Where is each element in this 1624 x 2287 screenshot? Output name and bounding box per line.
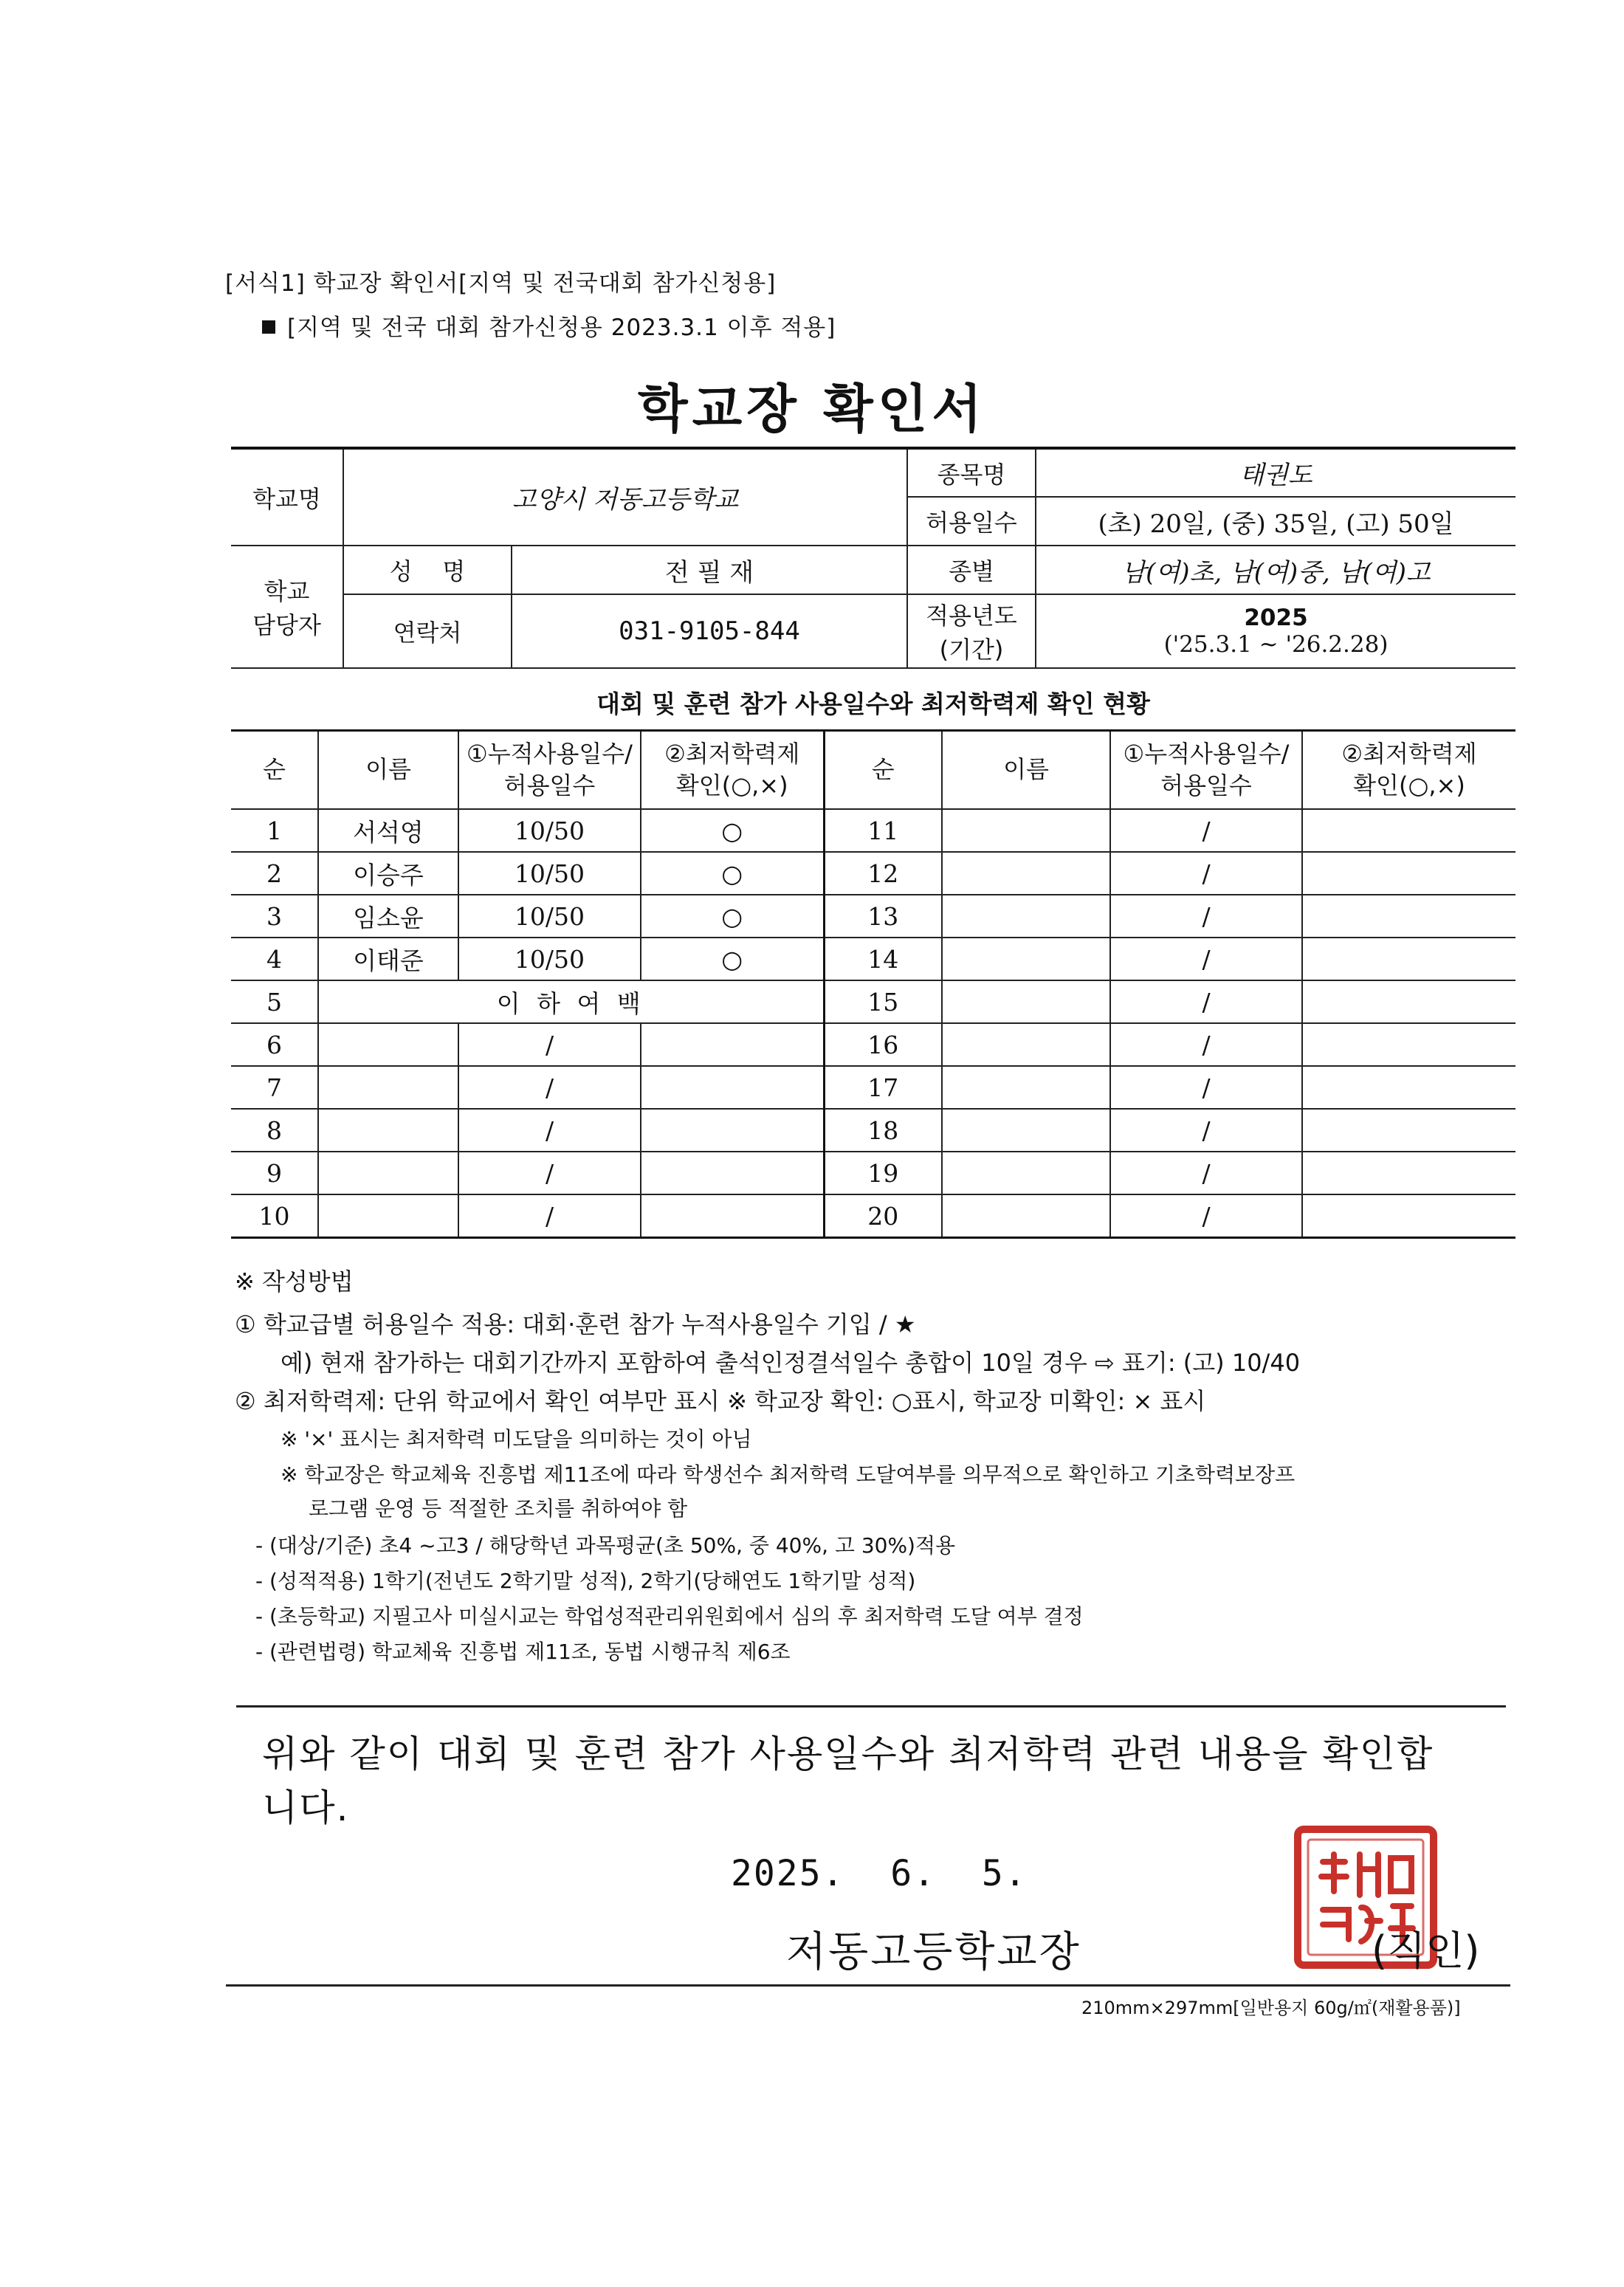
table-row — [231, 809, 1515, 852]
table-caption: 대회 및 훈련 참가 사용일수와 최저학력제 확인 현황 — [596, 689, 1150, 718]
divider-bottom — [226, 1984, 1510, 1987]
header-no: 순 — [824, 731, 942, 810]
row-name — [942, 1152, 1110, 1194]
row-check — [1302, 980, 1515, 1023]
square-bullet-icon — [262, 320, 275, 334]
row-no: 16 — [824, 1023, 942, 1066]
row-check: ○ — [641, 852, 824, 895]
divider-top — [236, 1705, 1506, 1707]
header-days: ①누적사용일수/ 허용일수 — [458, 731, 641, 810]
row-no: 18 — [824, 1109, 942, 1152]
table-header-row — [231, 731, 1515, 810]
row-name — [942, 809, 1110, 852]
row-no: 6 — [231, 1023, 318, 1066]
note-detail-3: - (초등학교) 지필고사 미실시교는 학업성적관리위원회에서 심의 후 최저학력 도달 여부 결정 — [255, 1604, 1084, 1629]
row-days: / — [458, 1194, 641, 1238]
row-name — [942, 938, 1110, 980]
table-row — [231, 1194, 1515, 1238]
manager-label: 학교 담당자 — [231, 546, 343, 668]
row-name — [318, 1023, 458, 1066]
row-check — [1302, 1194, 1515, 1238]
row-check — [641, 1066, 824, 1109]
row-no: 20 — [824, 1194, 942, 1238]
row-days: / — [1110, 1194, 1302, 1238]
row-no: 9 — [231, 1152, 318, 1194]
apply-year-label: 적용년도 (기간) — [907, 594, 1036, 668]
row-days: / — [1110, 938, 1302, 980]
header-name: 이름 — [318, 731, 458, 810]
row-no: 4 — [231, 938, 318, 980]
row-no: 8 — [231, 1109, 318, 1152]
issue-date: 2025. 6. 5. — [731, 1853, 1028, 1894]
row-name: 임소윤 — [318, 895, 458, 938]
signer-title: 저동고등학교장 — [786, 1928, 1081, 1976]
row-check — [1302, 809, 1515, 852]
row-name — [942, 1109, 1110, 1152]
row-no: 19 — [824, 1152, 942, 1194]
note-detail-1: - (대상/기준) 초4 ~고3 / 해당학년 과목평균(초 50%, 중 40%, 고 30%)적용 — [255, 1533, 956, 1558]
note-2-b2: 로그램 운영 등 적절한 조치를 취하여야 함 — [309, 1496, 688, 1521]
table-row — [231, 1109, 1515, 1152]
page-title: 학교장 확인서 — [637, 379, 987, 439]
row-name — [318, 1152, 458, 1194]
table-row — [231, 895, 1515, 938]
note-1: ① 학교급별 허용일수 적용: 대회·훈련 참가 누적사용일수 기입 / ★ — [235, 1310, 916, 1338]
row-no: 14 — [824, 938, 942, 980]
event-label: 종목명 — [907, 448, 1036, 497]
row-no: 3 — [231, 895, 318, 938]
row-days: / — [1110, 1066, 1302, 1109]
note-1-example: 예) 현재 참가하는 대회기간까지 포함하여 출석인정결석일수 총합이 10일 경우 ⇨ 표기: (고) 10/40 — [281, 1349, 1301, 1377]
contact-value: 031-9105-844 — [512, 594, 907, 668]
row-name — [318, 1066, 458, 1109]
info-table — [231, 447, 1515, 669]
note-2-b1: ※ 학교장은 학교체육 진흥법 제11조에 따라 학생선수 최저학력 도달여부를 의무적으로 확인하고 기초학력보장프 — [281, 1462, 1296, 1487]
school-label: 학교명 — [231, 448, 343, 546]
row-no: 7 — [231, 1066, 318, 1109]
header-check: ②최저학력제 확인(○,×) — [641, 731, 824, 810]
row-check — [1302, 1066, 1515, 1109]
allowed-days-label: 허용일수 — [907, 497, 1036, 546]
row-name — [942, 1066, 1110, 1109]
note-detail-4: - (관련법령) 학교체육 진흥법 제11조, 동법 시행규칙 제6조 — [255, 1640, 791, 1664]
row-days: / — [1110, 1023, 1302, 1066]
row-days: / — [1110, 895, 1302, 938]
sub-label: [지역 및 전국 대회 참가신청용 2023.3.1 이후 적용] — [287, 314, 836, 341]
table-row — [231, 980, 1515, 1023]
row-check: ○ — [641, 895, 824, 938]
header-days: ①누적사용일수/ 허용일수 — [1110, 731, 1302, 810]
note-2: ② 최저학력제: 단위 학교에서 확인 여부만 표시 ※ 학교장 확인: ○표시, 학교장 미확인: × 표시 — [235, 1387, 1206, 1415]
table-row — [231, 1152, 1515, 1194]
row-check: ○ — [641, 938, 824, 980]
row-check — [1302, 1109, 1515, 1152]
row-name — [942, 1194, 1110, 1238]
school-value: 고양시 저동고등학교 — [343, 448, 907, 546]
row-days: 10/50 — [458, 852, 641, 895]
row-check — [641, 1194, 824, 1238]
participation-table — [231, 729, 1515, 1239]
allowed-days-value: (초) 20일, (중) 35일, (고) 50일 — [1036, 497, 1515, 546]
row-name — [318, 1194, 458, 1238]
row-days: / — [458, 1152, 641, 1194]
table-row — [231, 1066, 1515, 1109]
row-name — [318, 1109, 458, 1152]
table-row — [231, 852, 1515, 895]
row-days: / — [458, 1109, 641, 1152]
row-check — [1302, 1023, 1515, 1066]
row-name — [942, 1023, 1110, 1066]
row-days: 10/50 — [458, 809, 641, 852]
form-label: [서식1] 학교장 확인서[지역 및 전국대회 참가신청용] — [225, 270, 777, 297]
row-days: / — [1110, 1152, 1302, 1194]
row-check: ○ — [641, 809, 824, 852]
row-name: 이태준 — [318, 938, 458, 980]
header-check: ②최저학력제 확인(○,×) — [1302, 731, 1515, 810]
row-name: 이승주 — [318, 852, 458, 895]
confirmation-text: 위와 같이 대회 및 훈련 참가 사용일수와 최저학력 관련 내용을 확인합 니다. — [262, 1733, 1434, 1829]
row-days: / — [458, 1023, 641, 1066]
row-no: 17 — [824, 1066, 942, 1109]
row-days: 10/50 — [458, 938, 641, 980]
note-detail-2: - (성적적용) 1학기(전년도 2학기말 성적), 2학기(당해연도 1학기말 성적) — [255, 1569, 916, 1593]
row-days: / — [1110, 980, 1302, 1023]
row-no: 2 — [231, 852, 318, 895]
row-no: 1 — [231, 809, 318, 852]
row-no: 10 — [231, 1194, 318, 1238]
category-value: 남(여)초, 남(여)중, 남(여)고 — [1036, 546, 1515, 594]
apply-year-value: 2025 ('25.3.1 ~ '26.2.28) — [1036, 594, 1515, 668]
row-name — [942, 980, 1110, 1023]
row-check — [1302, 895, 1515, 938]
category-label: 종별 — [907, 546, 1036, 594]
table-row — [231, 1023, 1515, 1066]
event-value: 태권도 — [1036, 448, 1515, 497]
row-no: 5 — [231, 980, 318, 1023]
row-days: 10/50 — [458, 895, 641, 938]
note-2-a: ※ '×' 표시는 최저학력 미도달을 의미하는 것이 아님 — [281, 1427, 752, 1451]
row-check — [641, 1023, 824, 1066]
contact-label: 연락처 — [343, 594, 512, 668]
header-name: 이름 — [942, 731, 1110, 810]
paper-spec: 210mm×297mm[일반용지 60g/㎡(재활용품)] — [1081, 1998, 1461, 2018]
notes-heading: ※ 작성방법 — [235, 1268, 354, 1296]
table-row — [231, 938, 1515, 980]
name-label: 성 명 — [343, 546, 512, 594]
header-no: 순 — [231, 731, 318, 810]
row-check — [1302, 1152, 1515, 1194]
row-no: 12 — [824, 852, 942, 895]
name-value: 전 필 재 — [512, 546, 907, 594]
row-no: 11 — [824, 809, 942, 852]
row-check — [641, 1109, 824, 1152]
row-days: / — [1110, 852, 1302, 895]
row-no: 15 — [824, 980, 942, 1023]
row-name — [942, 852, 1110, 895]
row-days: / — [1110, 809, 1302, 852]
seal-label: (직인) — [1372, 1927, 1480, 1974]
row-days: / — [458, 1066, 641, 1109]
blank-note: 이 하 여 백 — [318, 980, 824, 1023]
row-no: 13 — [824, 895, 942, 938]
row-name: 서석영 — [318, 809, 458, 852]
sub-label-row — [262, 309, 836, 342]
row-name — [942, 895, 1110, 938]
row-check — [1302, 852, 1515, 895]
row-check — [641, 1152, 824, 1194]
row-days: / — [1110, 1109, 1302, 1152]
row-check — [1302, 938, 1515, 980]
